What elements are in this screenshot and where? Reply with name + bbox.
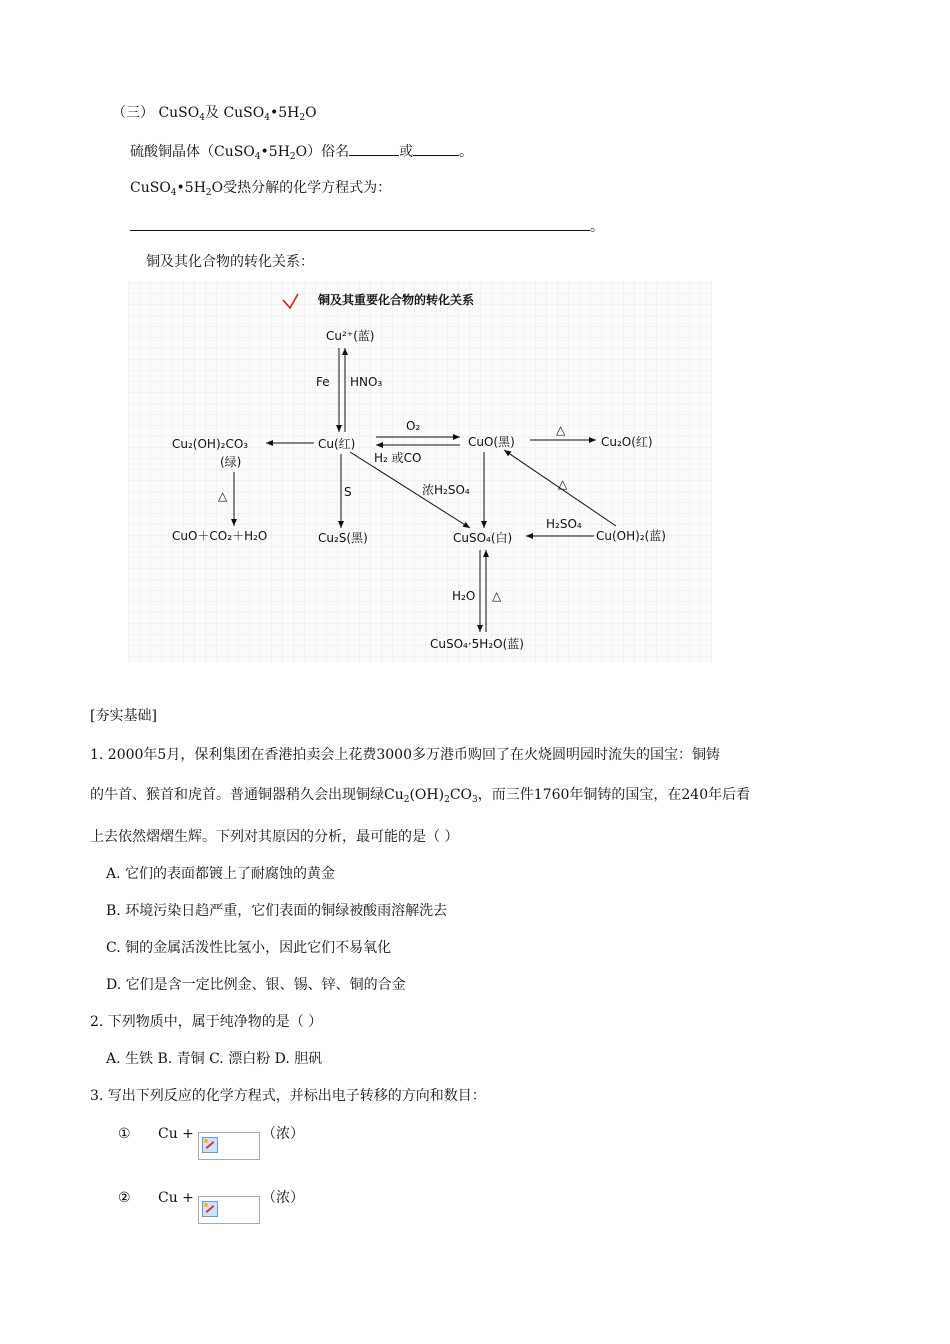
q1-line-3: 上去依然熠熠生辉。下列对其原因的分析，最可能的是（ ） xyxy=(90,829,459,845)
q3-item-2-reactant: Cu + xyxy=(158,1190,194,1206)
q1-line-1: 1. 2000年5月，保利集团在香港拍卖会上花费3000多万港币购回了在火烧圆明园时流失的国宝：铜铸 xyxy=(90,747,720,763)
node-cuso4-5h2o: CuSO₄·5H₂O(蓝) xyxy=(430,637,524,651)
label-o2: O₂ xyxy=(406,419,421,433)
decomposition-prompt: $CuSO_4•5H_2O$受热分解的化学方程式为： xyxy=(130,180,392,198)
label-s: S xyxy=(344,485,352,499)
node-cu2plus: Cu²⁺(蓝) xyxy=(326,329,375,343)
node-basic-copper-carbonate: Cu₂(OH)₂CO₃ xyxy=(172,437,249,451)
label-h2so4: H₂SO₄ xyxy=(546,517,582,531)
label-delta: △ xyxy=(556,423,566,437)
q2-stem: 2. 下列物质中，属于纯净物的是（ ） xyxy=(90,1014,323,1030)
q2-options[interactable]: A. 生铁 B. 青铜 C. 漂白粉 D. 胆矾 xyxy=(106,1051,323,1067)
copper-conversion-diagram xyxy=(128,282,712,662)
node-decomposition-products: CuO＋CO₂＋H₂O xyxy=(172,529,268,543)
diagram-title: 铜及其重要化合物的转化关系 xyxy=(318,293,475,307)
label-delta: △ xyxy=(218,489,228,503)
node-cu2o: Cu₂O(红) xyxy=(601,435,653,449)
node-cuoh2: Cu(OH)₂(蓝) xyxy=(596,529,666,543)
q3-item-1-suffix: （浓） xyxy=(262,1126,304,1142)
section-heading: （三） CuSO$_4$及 $CuSO_4•5H_2O$ xyxy=(112,105,317,123)
q3-item-2-number: ② xyxy=(118,1190,131,1206)
answer-blank[interactable] xyxy=(130,216,590,231)
node-cu: Cu(红) xyxy=(318,437,356,451)
answer-blank[interactable] xyxy=(413,141,459,156)
equation-answer-line: 。 xyxy=(130,216,604,237)
q1-line-2: 的牛首、猴首和虎首。普通铜器稍久会出现铜绿$Cu_2(OH)_2CO_3$，而三件1760年铜铸的国宝，在240年后看 xyxy=(90,787,751,805)
q1-option-d[interactable]: D. 它们是含一定比例金、银、锡、锌、铜的合金 xyxy=(106,977,406,993)
node-cuso4: CuSO₄(白) xyxy=(453,531,513,545)
node-green-label: (绿) xyxy=(220,455,242,469)
broken-image-icon xyxy=(198,1132,260,1160)
q1-option-b[interactable]: B. 环境污染日趋严重，它们表面的铜绿被酸雨溶解洗去 xyxy=(106,903,448,919)
q3-item-2-suffix: （浓） xyxy=(262,1190,304,1206)
node-cu2s: Cu₂S(黑) xyxy=(318,531,368,545)
label-fe: Fe xyxy=(316,375,330,389)
image-placeholder-icon xyxy=(202,1137,218,1153)
label-h2-or-co: H₂ 或CO xyxy=(374,451,422,465)
label-conc-h2so4: 浓H₂SO₄ xyxy=(422,483,470,497)
label-hno3: HNO₃ xyxy=(350,375,383,389)
broken-image-icon xyxy=(198,1196,260,1224)
relation-label: 铜及其化合物的转化关系： xyxy=(146,254,314,270)
q3-item-1-reactant: Cu + xyxy=(158,1126,194,1142)
label-delta: △ xyxy=(492,589,502,603)
q3-stem: 3. 写出下列反应的化学方程式，并标出电子转移的方向和数目： xyxy=(90,1088,486,1104)
answer-blank[interactable] xyxy=(349,141,399,156)
q3-item-1-number: ① xyxy=(118,1126,131,1142)
q1-option-a[interactable]: A. 它们的表面都镀上了耐腐蚀的黄金 xyxy=(106,866,336,882)
copper-sulfate-common-name-line: 硫酸铜晶体$(CuSO_4•5H_2O)$俗名 或 。 xyxy=(130,141,473,167)
label-h2o: H₂O xyxy=(452,589,476,603)
label-delta: △ xyxy=(558,477,568,491)
node-cuo: CuO(黑) xyxy=(468,435,515,449)
practice-heading: [夯实基础] xyxy=(90,708,157,724)
image-placeholder-icon xyxy=(202,1201,218,1217)
q1-option-c[interactable]: C. 铜的金属活泼性比氢小，因此它们不易氧化 xyxy=(106,940,392,956)
